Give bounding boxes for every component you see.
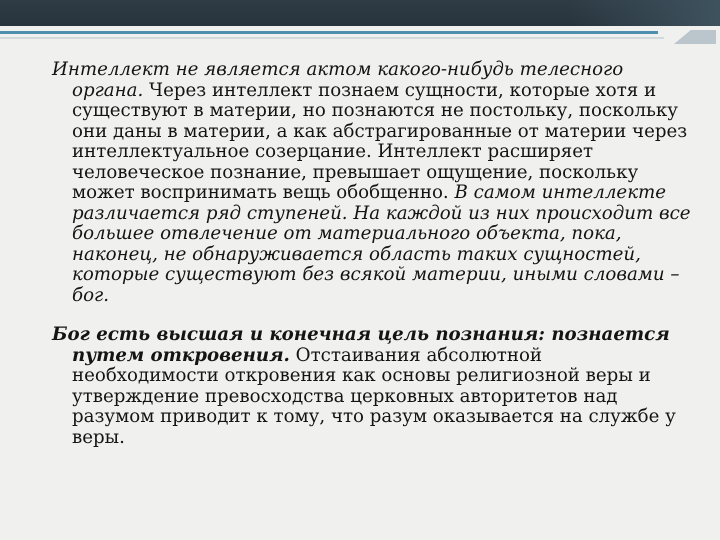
paragraph-2-lead: Бог есть высшая и конечная цель познания: познается путем откровения.: [52, 324, 670, 366]
paragraph-1-lead: Интеллект не является актом какого-нибудь телесного органа.: [52, 59, 624, 101]
title-bar-band: [0, 0, 720, 26]
slide-body: [52, 60, 692, 448]
title-bar-accent: [570, 0, 720, 26]
corner-decoration: [674, 30, 716, 44]
paragraph-1-tail: В самом интеллекте различается ряд ступеней. На каждой из них происходит все большее отвлечение от материального объекта, пока, наконец, не обнаруживается область таких сущностей, которые существуют без всякой материи, иными словами – бог.: [72, 182, 691, 306]
secondary-rule: [0, 37, 664, 39]
paragraph-2-body: Отстаивания абсолютной необходимости откровения как основы религиозной веры и утверждение превосходства церковных авторитетов над разумом приводит к тому, что разум оказывается на службе у веры.: [72, 344, 676, 448]
paragraph-god: [52, 325, 692, 448]
paragraph-intellect: [52, 60, 692, 306]
paragraph-1-body: Через интеллект познаем сущности, которые хотя и существуют в материи, но познаются не постольку, поскольку они даны в материи, а как абстрагированные от материи через интеллектуальное созерцание. Интеллект расширяет человеческое познание, превышает ощущение, поскольку может воспринимать вещь обобщенно.: [72, 79, 688, 203]
accent-rule: [0, 31, 658, 34]
